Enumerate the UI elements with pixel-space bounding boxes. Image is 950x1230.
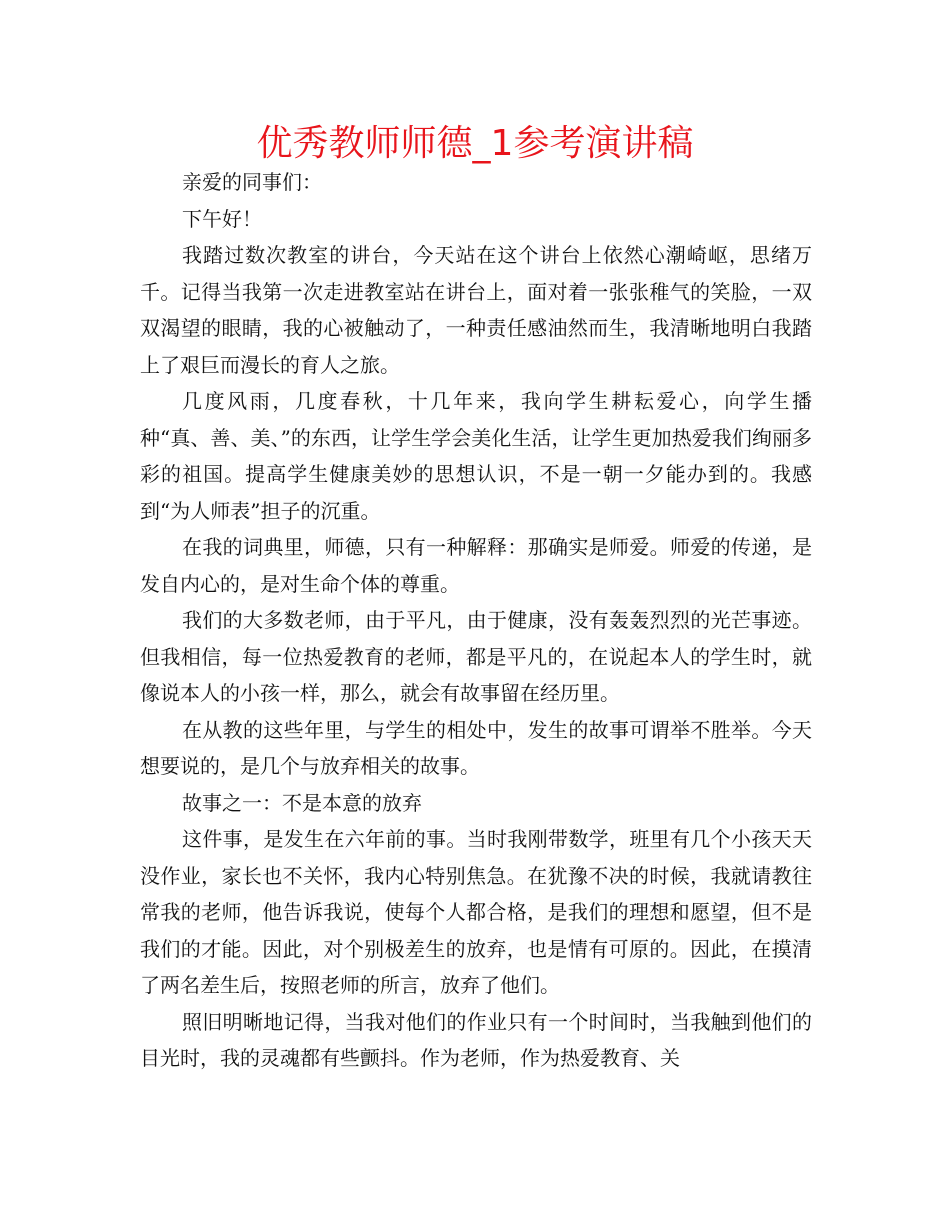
paragraph: 这件事，是发生在六年前的事。当时我刚带数学，班里有几个小孩天天没作业，家长也不关怀，我内心特别焦急。在犹豫不决的时候，我就请教往常我的老师，他告诉我说，使每个人都合格，是我们的理想和愿望，但不是我们的才能。因此，对个别极差生的放弃，也是情有可原的。因此，在摸清了两名差生后，按照老师的所言，放弃了他们。 [140,827,812,997]
paragraph: 在我的词典里，师德，只有一种解释：那确实是师爱。师爱的传递，是发自内心的，是对生命个体的尊重。 [140,535,812,596]
paragraph: 故事之一：不是本意的放弃 [182,790,422,815]
paragraph: 下午好！ [182,206,262,231]
document-title: 优秀教师师德_1参考演讲稿 [256,123,694,164]
paragraph: 几度风雨，几度春秋，十几年来，我向学生耕耘爱心，向学生播种“真、善、美、”的东西，让学生学会美化生活，让学生更加热爱我们绚丽多彩的祖国。提高学生健康美妙的思想认识，不是一朝一夕能办到的。我感到“为人师表”担子的沉重。 [140,389,812,523]
paragraph: 亲爱的同事们： [182,170,322,194]
paragraph: 我踏过数次教室的讲台，今天站在这个讲台上依然心潮崎岖，思绪万千。记得当我第一次走进教室站在讲台上，面对着一张张稚气的笑脸，一双双渴望的眼睛，我的心被触动了，一种责任感油然而生，我清晰地明白我踏上了艰巨而漫长的育人之旅。 [140,243,812,377]
paragraph: 我们的大多数老师，由于平凡，由于健康，没有轰轰烈烈的光芒事迹。但我相信，每一位热爱教育的老师，都是平凡的，在说起本人的学生时，就像说本人的小孩一样，那么，就会有故事留在经历里。 [140,608,812,705]
document-body [140,164,812,1077]
paragraph: 照旧明晰地记得，当我对他们的作业只有一个时间时，当我触到他们的目光时，我的灵魂都有些颤抖。作为老师，作为热爱教育、关 [140,1009,812,1070]
paragraph: 在从教的这些年里，与学生的相处中，发生的故事可谓举不胜举。今天想要说的，是几个与放弃相关的故事。 [140,717,812,778]
